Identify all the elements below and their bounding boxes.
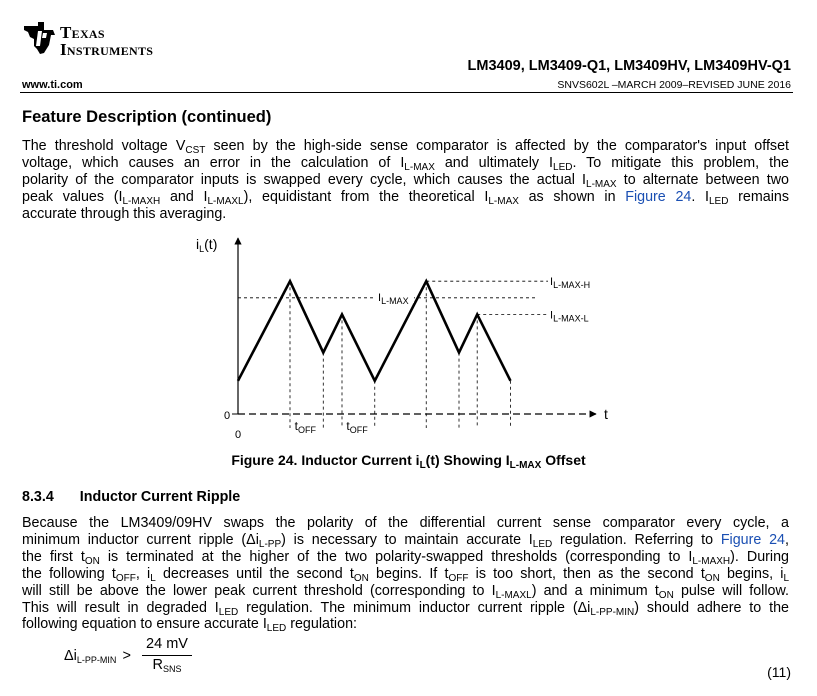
y-axis-label: $i_L(t)$: [196, 236, 218, 254]
text-line: peak values ($I_{L-MAXH}$ and $I_{L-MAXL}$), equidistant from the theoretical $I_{L-MAX}$ as shown in Figure 24. $I_{LED}$ remains: [22, 188, 789, 207]
equation-lhs-sub: L-PP-MIN: [76, 655, 117, 665]
ti-logo-icon: [22, 20, 58, 56]
subsection-number: 8.3.4: [22, 489, 54, 505]
inductor-current-waveform: [238, 281, 510, 381]
equation-number: (11): [767, 664, 791, 680]
text-line: The threshold voltage $V_{CST}$ seen by the high-side sense comparator is affected by the comparator's input offset: [22, 138, 789, 156]
equation-numerator: 24 mV: [146, 636, 188, 652]
paragraph-threshold: [22, 138, 789, 223]
text-line: Because the LM3409/09HV swaps the polarity of the differential current sense comparator every cycle, a: [22, 515, 789, 531]
figure-link[interactable]: Figure 24: [720, 531, 786, 548]
text-line: voltage, which causes an error in the calculation of $I_{L-MAX}$ and ultimately $I_{LED}$. To mitigate this problem, the: [22, 154, 789, 173]
x-axis-label: t: [604, 406, 608, 422]
toff-label: $t_{OFF}$: [294, 419, 316, 435]
equation: [64, 636, 264, 680]
equation-lhs: Δi: [64, 648, 77, 664]
text-line: following equation to ensure accurate $I_{LED}$ regulation:: [22, 616, 357, 635]
text-line: polarity of the comparator inputs is swapped every cycle, which causes the actual $I_{L-MAX}$ to alternate between two: [22, 171, 789, 190]
subsection-title: Inductor Current Ripple: [79, 489, 241, 505]
doc-revision: SNVS602L –MARCH 2009–REVISED JUNE 2016: [557, 79, 791, 91]
y-zero-label: 0: [224, 410, 231, 422]
fraction-bar: [142, 655, 192, 656]
inductor-current-figure: [180, 232, 620, 444]
part-numbers: LM3409, LM3409-Q1, LM3409HV, LM3409HV-Q1: [467, 58, 791, 74]
text-line: This will result in degraded $I_{LED}$ regulation. The minimum inductor current ripple $(\Delta i_{L-PP-MIN})$ should adhere to the: [22, 599, 789, 618]
ti-logo: [22, 20, 167, 60]
text-line: the following $t_{OFF}$, $i_L$ decreases until the second $t_{ON}$ begins. If $t_{OFF}$ is too short, then as the second $t_{ON}$ begins, $i_L$: [22, 565, 790, 584]
figure-link[interactable]: Figure 24: [625, 188, 692, 205]
paragraph-ripple: [22, 515, 789, 633]
toff-label: $t_{OFF}$: [346, 419, 368, 435]
text-line: minimum inductor current ripple $(\Delta i_{L-PP})$ is necessary to maintain accurate $I_{LED}$ regulation. Referring to Figure 24,: [22, 531, 789, 550]
l-max-label: $I_{L-MAX}$: [378, 291, 409, 306]
text-line: the first $t_{ON}$ is terminated at the higher of the two polarity-swapped thresholds (corresponding to $I_{L-MAXH}$). During: [22, 548, 789, 567]
figure-caption: Figure 24. Inductor Current $i_L(t)$ Showing $I_{L-MAX}$ Offset: [231, 452, 586, 471]
equation-operator: >: [122, 648, 131, 664]
l-max-h-label: $I_{L-MAX-H}$: [550, 276, 591, 291]
section-title: Feature Description (continued): [22, 108, 272, 126]
company-name-line2: Instruments: [60, 40, 154, 59]
equation-denominator: $R_{SNS}$: [152, 657, 182, 674]
subsection-heading: [22, 489, 240, 505]
text-line: accurate through this averaging.: [22, 205, 227, 222]
header-rule: [20, 92, 793, 93]
text-line: will still be above the lower peak current threshold (corresponding to $I_{L-MAXL}$) and a minimum $t_{ON}$ pulse will follow.: [22, 582, 789, 601]
website-link[interactable]: www.ti.com: [22, 79, 83, 91]
l-max-l-label: $I_{L-MAX-L}$: [550, 309, 589, 324]
company-name-line1: Texas: [60, 23, 105, 42]
x-zero-label: 0: [235, 429, 242, 441]
